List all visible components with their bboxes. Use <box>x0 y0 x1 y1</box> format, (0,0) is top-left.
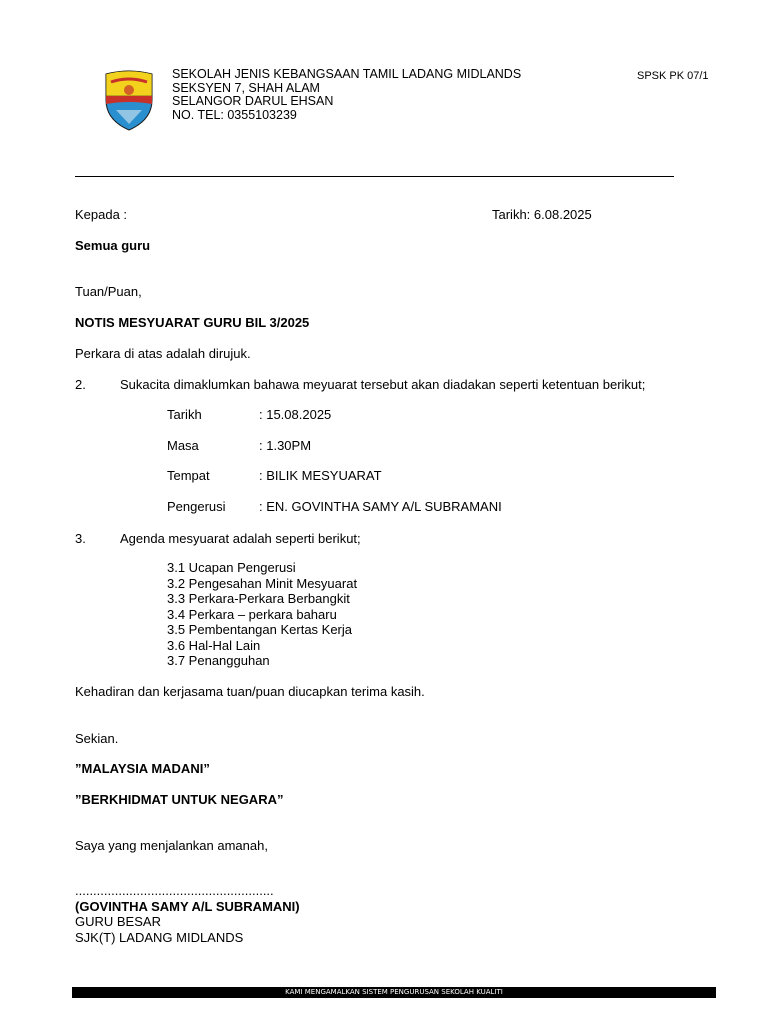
detail-label-chair: Pengerusi <box>167 499 226 514</box>
signatory-name: (GOVINTHA SAMY A/L SUBRAMANI) <box>75 898 300 914</box>
paragraph-3-number: 3. <box>75 531 86 546</box>
agenda-list <box>167 560 357 669</box>
signatory-title: GURU BESAR <box>75 914 161 929</box>
school-crest-logo <box>102 70 156 132</box>
detail-value-venue: : BILIK MESYUARAT <box>259 468 382 483</box>
slogan-berkhidmat: ”BERKHIDMAT UNTUK NEGARA” <box>75 792 284 807</box>
signatory-school: SJK(T) LADANG MIDLANDS <box>75 929 244 945</box>
school-phone: NO. TEL: 0355103239 <box>172 107 297 122</box>
agenda-item: 3.7 Penangguhan <box>167 653 270 668</box>
detail-label-venue: Tempat <box>167 468 210 483</box>
agenda-item: 3.4 Perkara – perkara baharu <box>167 606 337 622</box>
salutation: Tuan/Puan, <box>75 284 142 299</box>
agenda-item: 3.6 Hal-Hal Lain <box>167 637 261 653</box>
to-label: Kepada : <box>75 207 128 222</box>
paragraph-3-text: Agenda mesyuarat adalah seperti berikut; <box>120 531 361 546</box>
recipient: Semua guru <box>75 238 151 253</box>
document-reference: SPSK PK 07/1 <box>637 70 709 82</box>
detail-value-chair: : EN. GOVINTHA SAMY A/L SUBRAMANI <box>259 499 502 514</box>
school-name: SEKOLAH JENIS KEBANGSAAN TAMIL LADANG MIDLANDS <box>172 67 522 81</box>
detail-value-time: : 1.30PM <box>259 438 312 453</box>
header-divider <box>75 176 674 177</box>
agenda-item: 3.5 Pembentangan Kertas Kerja <box>167 622 353 637</box>
reference-line: Perkara di atas adalah dirujuk. <box>75 346 251 361</box>
agenda-item: 3.3 Perkara-Perkara Berbangkit <box>167 591 350 606</box>
footer-motto-bar: KAMI MENGAMALKAN SISTEM PENGURUSAN SEKOLAH KUALITI <box>72 987 716 998</box>
agenda-item: 3.1 Ucapan Pengerusi <box>167 560 296 575</box>
signature-block <box>75 883 300 945</box>
sekian: Sekian. <box>75 731 119 746</box>
detail-value-date: : 15.08.2025 <box>259 407 332 422</box>
closing-line: Kehadiran dan kerjasama tuan/puan diucapkan terima kasih. <box>75 684 425 699</box>
school-address-line2: SELANGOR DARUL EHSAN <box>172 94 334 108</box>
school-address-line1: SEKSYEN 7, SHAH ALAM <box>172 80 320 95</box>
detail-label-date: Tarikh <box>167 407 202 422</box>
letter-subject: NOTIS MESYUARAT GURU BIL 3/2025 <box>75 315 310 330</box>
signature-line: ....................................................... <box>75 883 274 898</box>
school-header <box>172 68 521 122</box>
slogan-malaysia-madani: ”MALAYSIA MADANI” <box>75 761 210 776</box>
agenda-item: 3.2 Pengesahan Minit Mesyuarat <box>167 575 358 591</box>
letter-date: Tarikh: 6.08.2025 <box>492 207 592 222</box>
trust-line: Saya yang menjalankan amanah, <box>75 838 268 853</box>
paragraph-2-text: Sukacita dimaklumkan bahawa meyuarat tersebut akan diadakan seperti ketentuan berikut; <box>120 377 646 392</box>
paragraph-2-number: 2. <box>75 377 86 392</box>
detail-label-time: Masa <box>167 438 199 453</box>
